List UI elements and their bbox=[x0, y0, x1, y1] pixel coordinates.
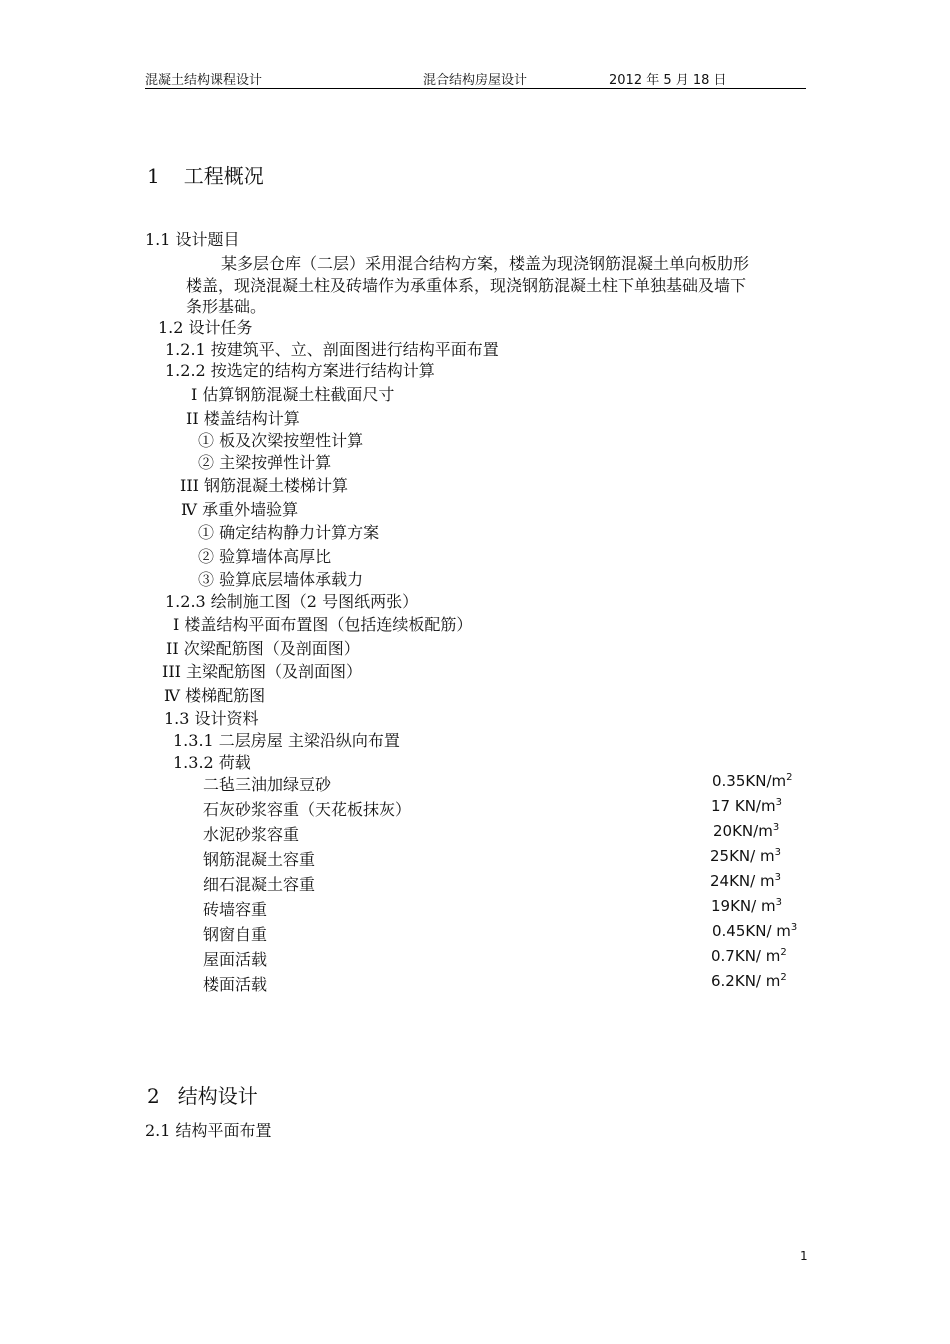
header-divider bbox=[145, 88, 806, 89]
item-roman-4: Ⅳ 承重外墙验算 bbox=[181, 500, 299, 519]
heading-1-1: 1.1 设计题目 bbox=[145, 230, 240, 249]
load-name: 水泥砂浆容重 bbox=[203, 825, 300, 844]
paragraph-line-3: 条形基础。 bbox=[186, 297, 267, 316]
drawing-item-1: I 楼盖结构平面布置图（包括连续板配筋） bbox=[173, 615, 473, 634]
load-name: 二毡三油加绿豆砂 bbox=[203, 775, 332, 794]
heading-1-3: 1.3 设计资料 bbox=[164, 709, 259, 728]
load-name: 钢筋混凝土容重 bbox=[203, 850, 316, 869]
load-name: 细石混凝土容重 bbox=[203, 875, 316, 894]
section-2-heading bbox=[147, 1080, 258, 1109]
load-name: 砖墙容重 bbox=[203, 900, 268, 919]
load-value: $0.35KN/m^2$ bbox=[712, 772, 793, 790]
header-date: 2012 年 5 月 18 日 bbox=[609, 73, 727, 88]
section-1-number: 1 bbox=[147, 164, 160, 188]
paragraph-line-2: 楼盖，现浇混凝土柱及砖墙作为承重体系，现浇钢筋混凝土柱下单独基础及墙下 bbox=[186, 276, 747, 295]
heading-1-2: 1.2 设计任务 bbox=[158, 318, 253, 337]
section-1-title: 工程概况 bbox=[183, 164, 264, 188]
heading-2-1: 2.1 结构平面布置 bbox=[145, 1121, 272, 1140]
section-2-number: 2 bbox=[147, 1084, 160, 1108]
item-1-2-1: 1.2.1 按建筑平、立、剖面图进行结构平面布置 bbox=[165, 340, 499, 359]
load-value: 0.7KN/ $m^2$ bbox=[711, 947, 787, 965]
item-roman-1: I 估算钢筋混凝土柱截面尺寸 bbox=[191, 385, 395, 404]
item-roman-4-b: ② 验算墙体高厚比 bbox=[198, 547, 332, 566]
load-value: 0.45KN/ $m^3$ bbox=[712, 922, 798, 940]
item-roman-2-a: ① 板及次梁按塑性计算 bbox=[198, 431, 364, 450]
item-1-3-2: 1.3.2 荷载 bbox=[173, 753, 251, 772]
header-course-title: 混凝土结构课程设计 bbox=[145, 73, 263, 88]
page-number: 1 bbox=[800, 1249, 808, 1263]
item-roman-3: III 钢筋混凝土楼梯计算 bbox=[180, 476, 349, 495]
load-value: 6.2KN/ $m^2$ bbox=[711, 972, 787, 990]
item-roman-2: II 楼盖结构计算 bbox=[186, 409, 300, 428]
item-1-2-3: 1.2.3 绘制施工图（2 号图纸两张） bbox=[165, 592, 419, 611]
drawing-item-2: II 次梁配筋图（及剖面图） bbox=[166, 639, 360, 658]
item-roman-4-a: ① 确定结构静力计算方案 bbox=[198, 523, 380, 542]
drawing-item-3: III 主梁配筋图（及剖面图） bbox=[162, 662, 363, 681]
load-name: 屋面活载 bbox=[203, 950, 268, 969]
paragraph-line-1: 某多层仓库（二层）采用混合结构方案，楼盖为现浇钢筋混凝土单向板肋形 bbox=[221, 254, 750, 273]
section-2-title: 结构设计 bbox=[177, 1084, 258, 1108]
header-document-title: 混合结构房屋设计 bbox=[423, 73, 528, 88]
load-name: 钢窗自重 bbox=[203, 925, 268, 944]
item-1-3-1: 1.3.1 二层房屋 主梁沿纵向布置 bbox=[173, 731, 400, 750]
section-1-heading bbox=[147, 160, 264, 189]
load-value: 19KN/ $m^3$ bbox=[711, 897, 782, 915]
load-name: 楼面活载 bbox=[203, 975, 268, 994]
item-roman-4-c: ③ 验算底层墙体承载力 bbox=[198, 570, 364, 589]
item-roman-2-b: ② 主梁按弹性计算 bbox=[198, 453, 332, 472]
load-value: $20KN/m^3$ bbox=[713, 822, 780, 840]
load-value: 24KN/ $m^3$ bbox=[710, 872, 781, 890]
load-value: 17 $KN/m^3$ bbox=[711, 797, 782, 815]
load-name: 石灰砂浆容重（天花板抹灰） bbox=[203, 800, 412, 819]
drawing-item-4: Ⅳ 楼梯配筋图 bbox=[164, 686, 266, 705]
item-1-2-2: 1.2.2 按选定的结构方案进行结构计算 bbox=[165, 361, 435, 380]
load-value: 25KN/ $m^3$ bbox=[710, 847, 781, 865]
